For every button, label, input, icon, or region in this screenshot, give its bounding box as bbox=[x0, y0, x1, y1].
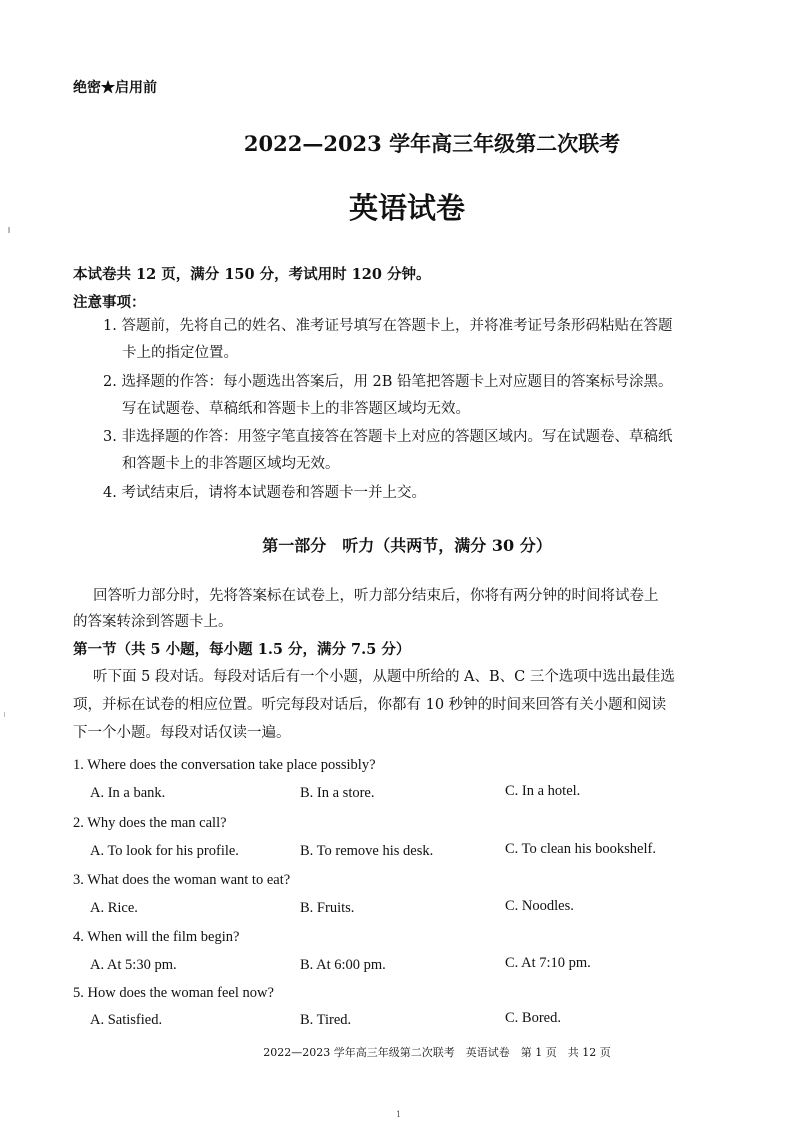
option-b: B. In a store. bbox=[300, 785, 375, 801]
option-c: C. In a hotel. bbox=[505, 783, 581, 799]
notice-item: 写在试题卷、草稿纸和答题卡上的非答题区域均无效。 bbox=[122, 401, 470, 417]
option-a: A. In a bank. bbox=[90, 785, 166, 801]
section-one-heading: 第一节（共 5 小题，每小题 1.5 分，满分 7.5 分） bbox=[73, 641, 411, 658]
option-b: B. To remove his desk. bbox=[300, 843, 434, 859]
question-stem: 5. How does the woman feel now? bbox=[73, 985, 274, 1001]
section-instruction: 项，并标在试卷的相应位置。听完每段对话后，你都有 10 秒钟的时间来回答有关小题和阅读 bbox=[73, 697, 667, 713]
option-a: A. Satisfied. bbox=[90, 1012, 163, 1028]
listening-instruction: 的答案转涂到答题卡上。 bbox=[73, 614, 233, 630]
option-a: A. Rice. bbox=[90, 900, 138, 916]
confidential-label: 绝密★启用前 bbox=[73, 80, 157, 96]
option-b: B. At 6:00 pm. bbox=[300, 957, 386, 973]
scan-speck bbox=[8, 227, 10, 233]
section-instruction: 听下面 5 段对话。每段对话后有一个小题，从题中所给的 A、B、C 三个选项中选出最佳选 bbox=[93, 669, 675, 685]
notice-item: 3. 非选择题的作答：用签字笔直接答在答题卡上对应的答题区域内。写在试题卷、草稿纸 bbox=[103, 429, 673, 445]
question-stem: 1. Where does the conversation take place possibly? bbox=[73, 757, 376, 773]
notice-item: 1. 答题前，先将自己的姓名、准考证号填写在答题卡上，并将准考证号条形码粘贴在答题 bbox=[103, 318, 673, 334]
exam-intro: 本试卷共 12 页，满分 150 分，考试用时 120 分钟。 bbox=[73, 266, 431, 283]
option-b: B. Tired. bbox=[300, 1012, 352, 1028]
option-c: C. To clean his bookshelf. bbox=[505, 841, 656, 857]
option-c: C. Noodles. bbox=[505, 898, 574, 914]
option-a: A. To look for his profile. bbox=[90, 843, 239, 859]
question-stem: 4. When will the film begin? bbox=[73, 929, 240, 945]
page-footer: 2022—2023 学年高三年级第二次联考 英语试卷 第 1 页 共 12 页 bbox=[263, 1046, 611, 1059]
subject-title: 英语试卷 bbox=[348, 191, 465, 225]
notice-heading: 注意事项： bbox=[73, 294, 146, 311]
listening-instruction: 回答听力部分时，先将答案标在试卷上，听力部分结束后，你将有两分钟的时间将试卷上 bbox=[93, 588, 659, 604]
section-instruction: 下一个小题。每段对话仅读一遍。 bbox=[73, 725, 291, 741]
notice-item: 4. 考试结束后，请将本试题卷和答题卡一并上交。 bbox=[103, 485, 426, 501]
notice-item: 2. 选择题的作答：每小题选出答案后，用 2B 铅笔把答题卡上对应题目的答案标号涂黑。 bbox=[103, 374, 673, 390]
option-a: A. At 5:30 pm. bbox=[90, 957, 177, 973]
page-mark: 1 bbox=[396, 1110, 402, 1119]
question-stem: 2. Why does the man call? bbox=[73, 815, 227, 831]
notice-item: 卡上的指定位置。 bbox=[122, 345, 238, 361]
option-c: C. At 7:10 pm. bbox=[505, 955, 591, 971]
notice-item: 和答题卡上的非答题区域均无效。 bbox=[122, 456, 340, 472]
exam-title: 2022—2023 学年高三年级第二次联考 bbox=[243, 131, 621, 156]
question-stem: 3. What does the woman want to eat? bbox=[73, 872, 291, 888]
option-c: C. Bored. bbox=[505, 1010, 561, 1026]
scan-speck bbox=[4, 712, 5, 717]
option-b: B. Fruits. bbox=[300, 900, 355, 916]
part-one-title: 第一部分 听力（共两节，满分 30 分） bbox=[262, 536, 552, 555]
